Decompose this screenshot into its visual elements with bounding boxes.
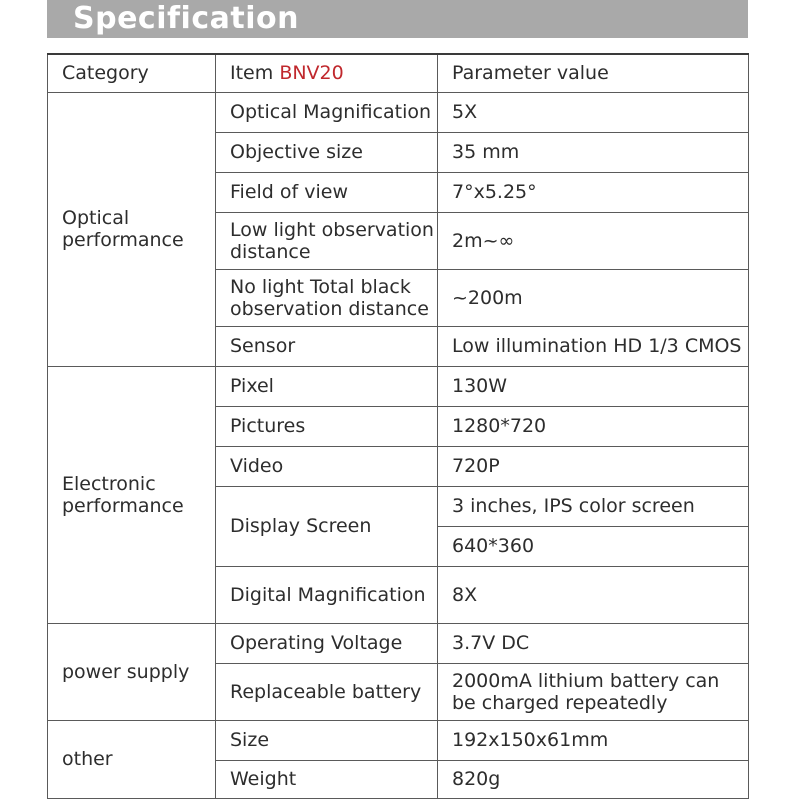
value-cell: 5X bbox=[438, 92, 749, 132]
item-cell: Low light observation distance bbox=[216, 212, 438, 269]
value-cell: Low illumination HD 1/3 CMOS bbox=[438, 326, 749, 366]
value-cell: 3 inches, IPS color screen bbox=[438, 486, 749, 526]
value-cell: 7°x5.25° bbox=[438, 172, 749, 212]
item-cell: Objective size bbox=[216, 132, 438, 172]
header-item-label: Item bbox=[230, 62, 274, 85]
value-cell: 1280*720 bbox=[438, 406, 749, 446]
item-cell: No light Total black observation distance bbox=[216, 269, 438, 326]
table-row bbox=[48, 366, 749, 406]
value-cell: 720P bbox=[438, 446, 749, 486]
item-cell: Size bbox=[216, 720, 438, 760]
item-cell: Pixel bbox=[216, 366, 438, 406]
value-cell: 3.7V DC bbox=[438, 623, 749, 663]
spec-banner bbox=[47, 0, 748, 38]
value-cell: 2m~∞ bbox=[438, 212, 749, 269]
header-category: Category bbox=[48, 54, 216, 92]
category-power: power supply bbox=[48, 623, 216, 720]
header-item bbox=[216, 54, 438, 92]
value-cell: 192x150x61mm bbox=[438, 720, 749, 760]
value-cell: 8X bbox=[438, 566, 749, 623]
item-cell: Weight bbox=[216, 760, 438, 798]
table-row bbox=[48, 720, 749, 760]
value-cell: ~200m bbox=[438, 269, 749, 326]
spec-table bbox=[47, 53, 749, 799]
item-cell: Optical Magnification bbox=[216, 92, 438, 132]
table-row bbox=[48, 92, 749, 132]
header-item-model: BNV20 bbox=[279, 62, 344, 85]
table-row bbox=[48, 623, 749, 663]
item-cell: Field of view bbox=[216, 172, 438, 212]
item-cell: Display Screen bbox=[216, 486, 438, 566]
item-cell: Video bbox=[216, 446, 438, 486]
item-cell: Replaceable battery bbox=[216, 663, 438, 720]
table-header-row bbox=[48, 54, 749, 92]
page-title: Specification bbox=[73, 1, 299, 36]
item-cell: Sensor bbox=[216, 326, 438, 366]
item-cell: Operating Voltage bbox=[216, 623, 438, 663]
item-cell: Pictures bbox=[216, 406, 438, 446]
item-cell: Digital Magnification bbox=[216, 566, 438, 623]
category-other: other bbox=[48, 720, 216, 798]
value-cell: 2000mA lithium battery can be charged repeatedly bbox=[438, 663, 749, 720]
value-cell: 35 mm bbox=[438, 132, 749, 172]
category-electronic: Electronic performance bbox=[48, 366, 216, 623]
value-cell: 820g bbox=[438, 760, 749, 798]
value-cell: 640*360 bbox=[438, 526, 749, 566]
category-optical: Optical performance bbox=[48, 92, 216, 366]
value-cell: 130W bbox=[438, 366, 749, 406]
header-value: Parameter value bbox=[438, 54, 749, 92]
